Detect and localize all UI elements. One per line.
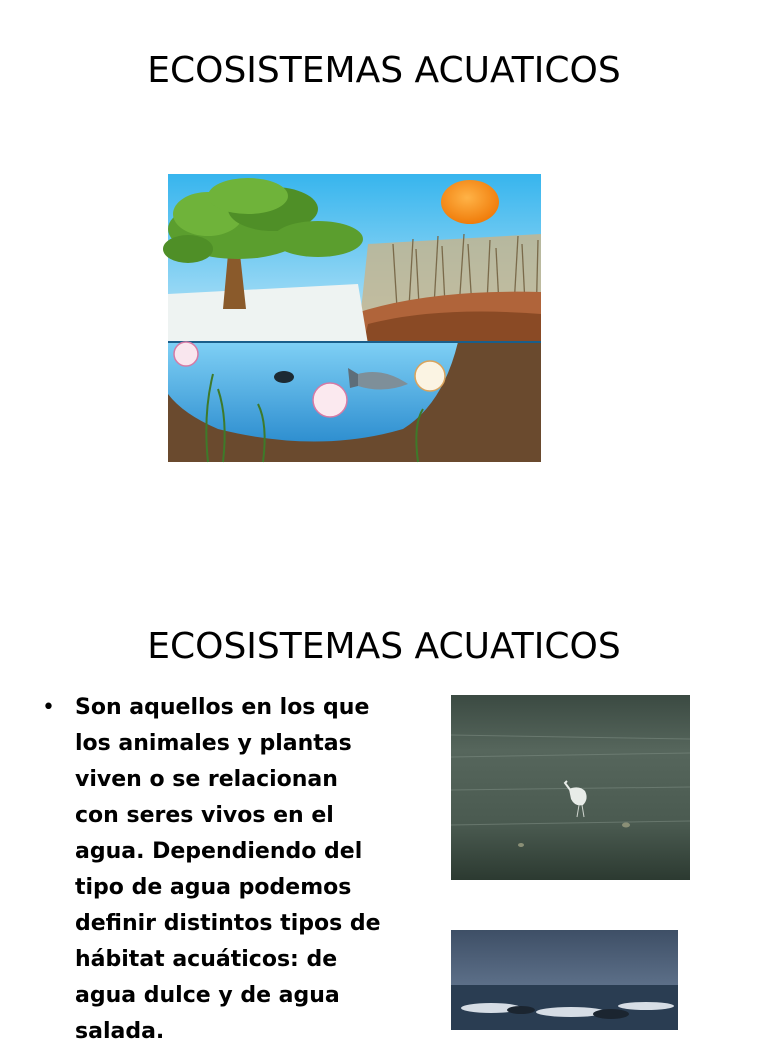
sea-rocks-photo [451, 930, 678, 1030]
shore [168, 284, 368, 344]
bullet-dot-icon: • [42, 695, 55, 720]
bullet-item [40, 690, 385, 1050]
aquatic-ecosystem-illustration [168, 174, 541, 462]
sea-photo-svg [451, 930, 678, 1030]
slide-2 [0, 576, 768, 1044]
wetland-egret-photo [451, 695, 690, 880]
sun-icon [441, 180, 499, 224]
bullet-text: Son aquellos en los que los animales y plantas viven o se relacionan con seres vivos en el agua. Dependiendo del tipo de agua podemos definir distintos tipos de hábitat acuáticos: de agua dulce y de agua salada. [75, 695, 381, 1044]
bullet-list [40, 690, 385, 1050]
wetland-photo-svg [451, 695, 690, 880]
illustration-svg [168, 174, 541, 462]
slide-1-title: ECOSISTEMAS ACUATICOS [147, 50, 621, 91]
slide-2-title: ECOSISTEMAS ACUATICOS [147, 626, 621, 667]
